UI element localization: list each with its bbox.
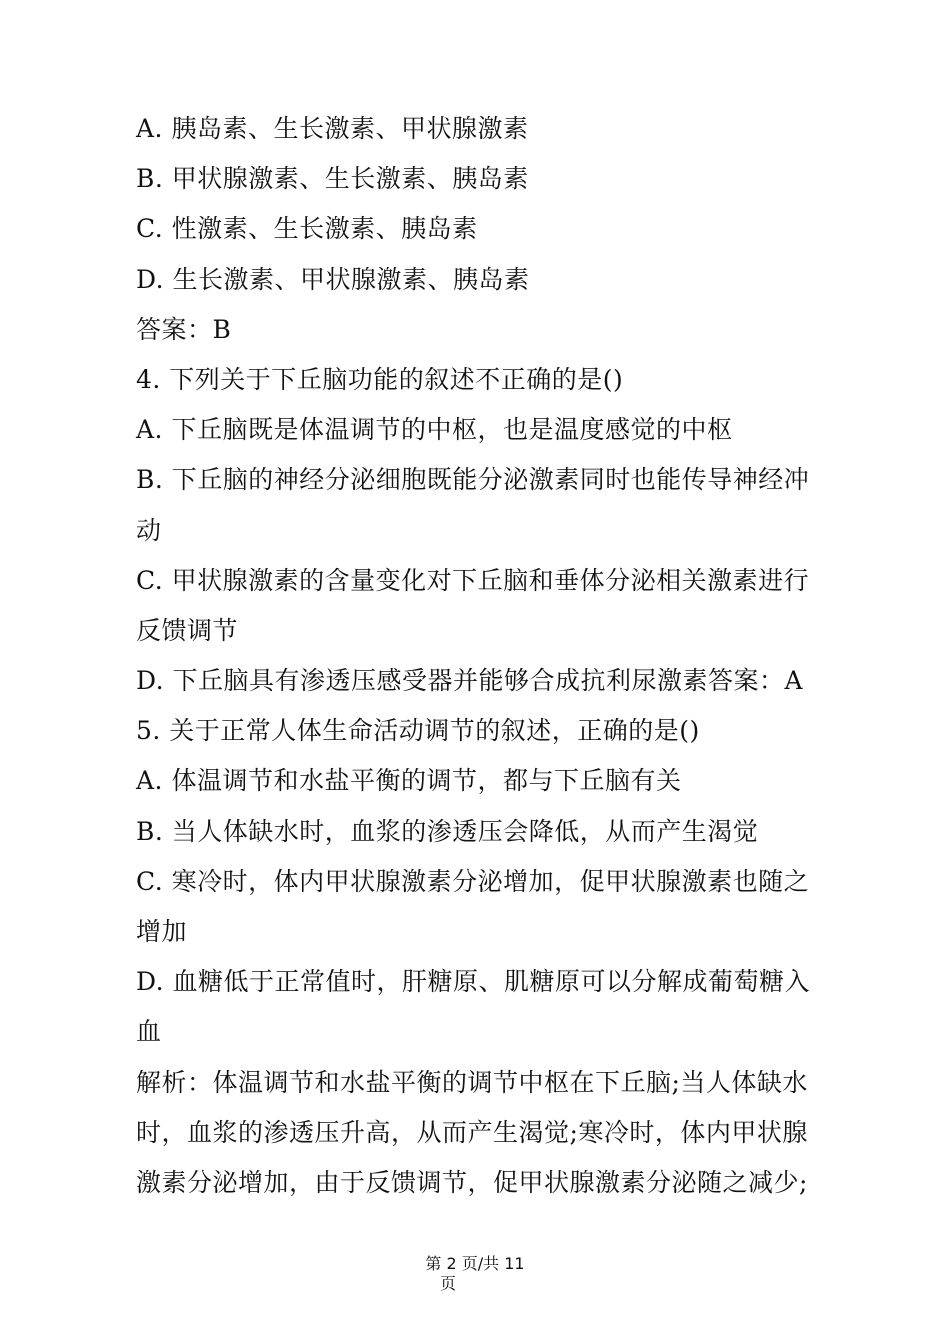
q4-option-a: A. 下丘脑既是体温调节的中枢，也是温度感觉的中枢 [136,415,733,445]
analysis-line-3: 激素分泌增加，由于反馈调节，促甲状腺激素分泌随之减少; [136,1167,808,1197]
q5-option-b: B. 当人体缺水时，血浆的渗透压会降低，从而产生渴觉 [136,816,759,846]
answer-line: 答案：B [136,314,232,344]
q4-option-b-cont: 动 [136,515,162,545]
option-a-line: A. 胰岛素、生长激素、甲状腺激素 [136,114,529,143]
page-number: 第 2 页/共 11 [425,1254,525,1273]
question-4-title: 4. 下列关于下丘脑功能的叙述不正确的是() [136,364,624,394]
option-b-line: B. 甲状腺激素、生长激素、胰岛素 [136,164,529,194]
q5-option-d-cont: 血 [136,1017,162,1047]
q5-option-c: C. 寒冷时，体内甲状腺激素分泌增加，促甲状腺激素也随之 [136,866,810,896]
question-5-title: 5. 关于正常人体生命活动调节的叙述，正确的是() [136,716,700,746]
option-c-line: C. 性激素、生长激素、胰岛素 [136,214,478,244]
q5-option-d: D. 血糖低于正常值时，肝糖原、肌糖原可以分解成葡萄糖入 [136,967,811,997]
page-number-suffix: 页 [439,1274,456,1293]
page-footer [0,1254,950,1294]
q5-option-a: A. 体温调节和水盐平衡的调节，都与下丘脑有关 [136,766,682,796]
q4-option-c: C. 甲状腺激素的含量变化对下丘脑和垂体分泌相关激素进行 [136,565,810,595]
q4-option-b: B. 下丘脑的神经分泌细胞既能分泌激素同时也能传导神经冲 [136,465,810,495]
analysis-line-2: 时，血浆的渗透压升高，从而产生渴觉;寒冷时，体内甲状腺 [136,1117,808,1147]
q5-option-c-cont: 增加 [136,917,188,946]
analysis-line-1: 解析：体温调节和水盐平衡的调节中枢在下丘脑;当人体缺水 [136,1067,808,1097]
document-body [136,104,826,1208]
option-d-line: D. 生长激素、甲状腺激素、胰岛素 [136,264,530,294]
q4-option-d-answer: D. 下丘脑具有渗透压感受器并能够合成抗利尿激素答案：A [136,666,804,696]
q4-option-c-cont: 反馈调节 [136,615,239,645]
